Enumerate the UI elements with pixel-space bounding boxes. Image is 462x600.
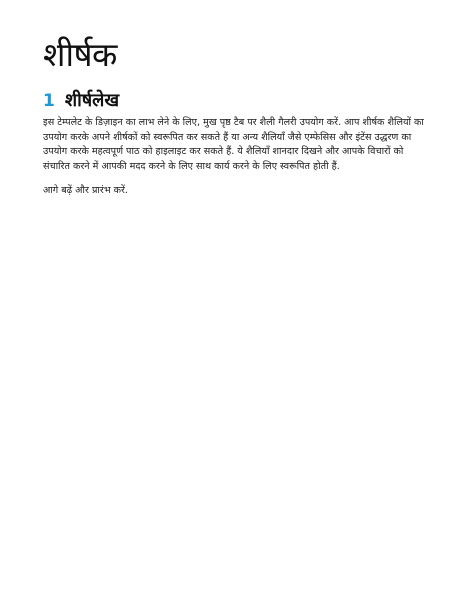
body-paragraph[interactable]: इस टेम्पलेट के डिज़ाइन का लाभ लेने के लिए, मुख पृष्ठ टैब पर शैली गैलरी उपयोग करें. आप शीर्षक शैलियों का उपयोग करके अपने शीर्षकों को स्वरूपित कर सकते हैं या अन्य शैलियाँ जैसे एम्फेसिस और इंटेंस उद्धरण का उपयोग करके महत्वपूर्ण पाठ को हाइलाइट कर सकते हैं. ये शैलियाँ शानदार दिखने और आपके विचारों को संचारित करने में आपकी मदद करने के लिए साथ कार्य करने के लिए स्वरूपित होती हैं. [43,117,424,172]
document-title[interactable]: शीर्षक [43,35,117,74]
heading-text: शीर्षलेख [64,90,120,111]
heading-1[interactable] [43,88,432,112]
heading-number: 1 [43,91,55,111]
body-paragraph[interactable]: आगे बढ़ें और प्रारंभ करें. [43,185,128,196]
